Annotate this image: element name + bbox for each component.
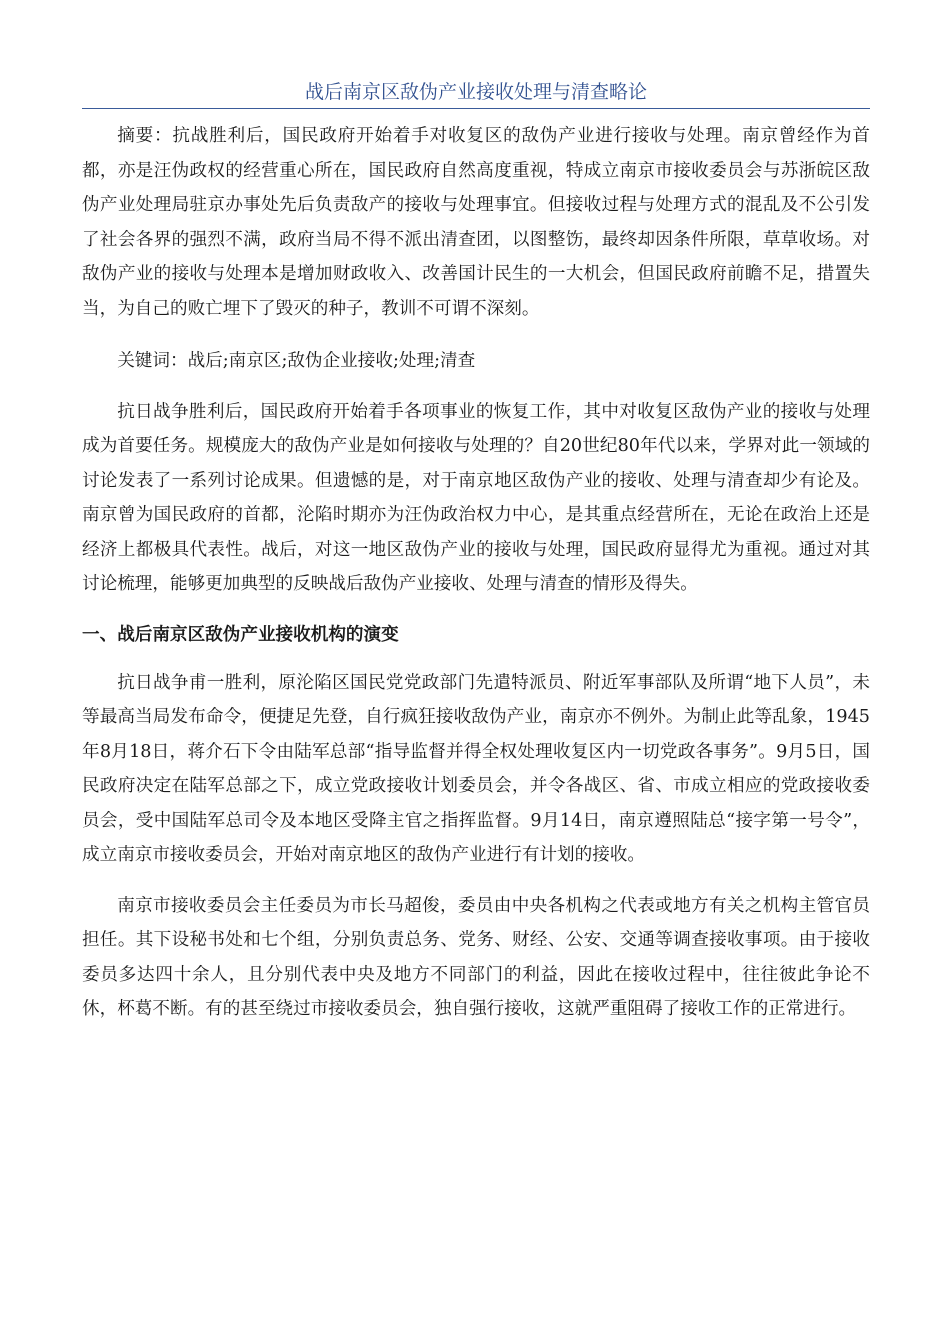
abstract-paragraph: 摘要：抗战胜利后，国民政府开始着手对收复区的敌伪产业进行接收与处理。南京曾经作为首都，亦是汪伪政权的经营重心所在，国民政府自然高度重视，特成立南京市接收委员会与苏浙皖区敌伪产业处理局驻京办事处先后负责敌产的接收与处理事宜。但接收过程与处理方式的混乱及不公引发了社会各界的强烈不满，政府当局不得不派出清查团，以图整饬，最终却因条件所限，草草收场。对敌伪产业的接收与处理本是增加财政收入、改善国计民生的一大机会，但国民政府前瞻不足，措置失当，为自己的败亡埋下了毁灭的种子，教训不可谓不深刻。	[82, 126, 870, 319]
running-header-title: 战后南京区敌伪产业接收处理与清查略论	[304, 81, 647, 103]
section-paragraph-2: 南京市接收委员会主任委员为市长马超俊，委员由中央各机构之代表或地方有关之机构主管官员担任。其下设秘书处和七个组，分别负责总务、党务、财经、公安、交通等调查接收事项。由于接收委员多达四十余人，且分别代表中央及地方不同部门的利益，因此在接收过程中，往往彼此争论不休，杯葛不断。有的甚至绕过市接收委员会，独自强行接收，这就严重阻碍了接收工作的正常进行。	[82, 895, 870, 1019]
section-heading: 一、战后南京区敌伪产业接收机构的演变	[82, 624, 399, 645]
document-page	[82, 78, 870, 1043]
header-divider	[82, 108, 870, 109]
intro-paragraph: 抗日战争胜利后，国民政府开始着手各项事业的恢复工作，其中对收复区敌伪产业的接收与处理成为首要任务。规模庞大的敌伪产业是如何接收与处理的？自20世纪80年代以来，学界对此一领域的讨论发表了一系列讨论成果。但遗憾的是，对于南京地区敌伪产业的接收、处理与清查却少有论及。南京曾为国民政府的首都，沦陷时期亦为汪伪政治权力中心，是其重点经营所在，无论在政治上还是经济上都极具代表性。战后，对这一地区敌伪产业的接收与处理，国民政府显得尤为重视。通过对其讨论梳理，能够更加典型的反映战后敌伪产业接收、处理与清查的情形及得失。	[82, 401, 870, 594]
section-paragraph-1: 抗日战争甫一胜利，原沦陷区国民党党政部门先遣特派员、附近军事部队及所谓“地下人员”，未等最高当局发布命令，便捷足先登，自行疯狂接收敌伪产业，南京亦不例外。为制止此等乱象，1945年8月18日，蒋介石下令由陆军总部“指导监督并得全权处理收复区内一切党政各事务”。9月5日，国民政府决定在陆军总部之下，成立党政接收计划委员会，并令各战区、省、市成立相应的党政接收委员会，受中国陆军总司令及本地区受降主官之指挥监督。9月14日，南京遵照陆总“接字第一号令”，成立南京市接收委员会，开始对南京地区的敌伪产业进行有计划的接收。	[82, 672, 870, 865]
keywords-line: 关键词：战后;南京区;敌伪企业接收;处理;清查	[117, 351, 476, 371]
